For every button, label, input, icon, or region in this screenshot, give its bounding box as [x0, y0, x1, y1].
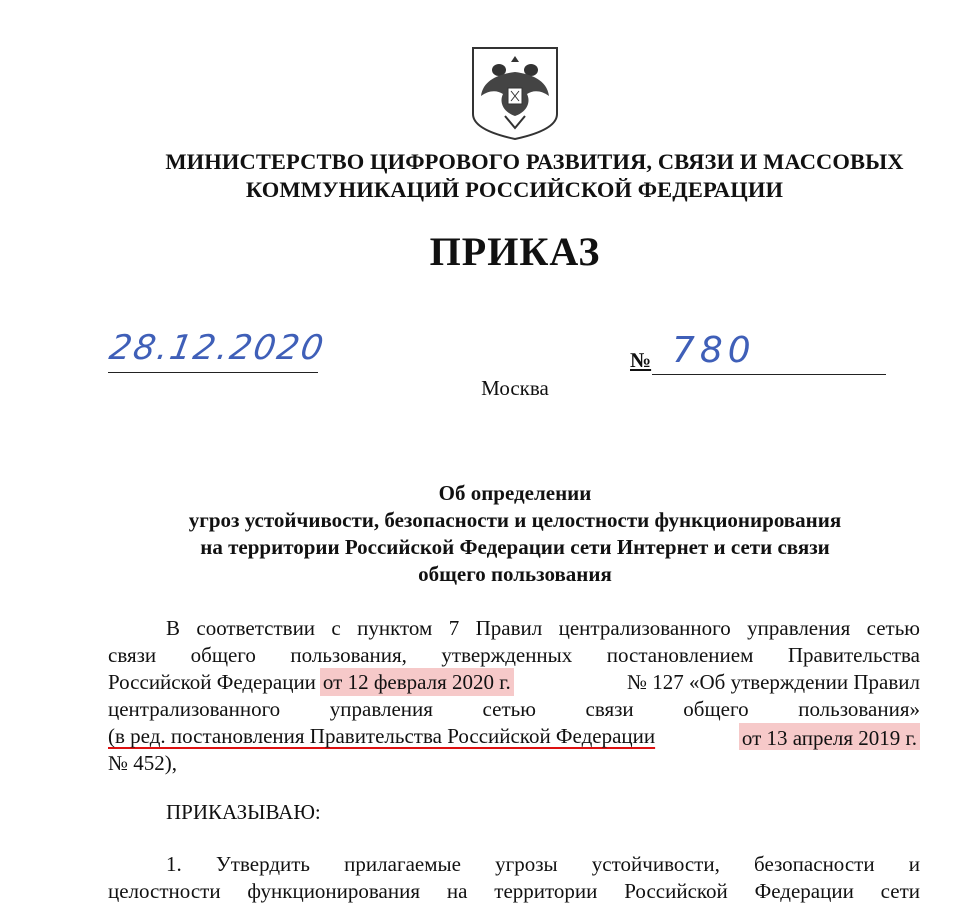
preamble-line-1: В соответствии с пунктом 7 Правил централизованного управления сетью	[166, 616, 920, 640]
preamble-line-5	[108, 723, 920, 750]
preamble-text: Российской Федерации	[108, 670, 316, 694]
date-underline	[108, 372, 318, 373]
ministry-line-1: МИНИСТЕРСТВО ЦИФРОВОГО РАЗВИТИЯ, СВЯЗИ И МАССОВЫХ	[165, 149, 904, 174]
order-word: ПРИКАЗЫВАЮ:	[166, 800, 321, 824]
subject-line-2: угроз устойчивости, безопасности и целостности функционирования	[188, 508, 842, 532]
number-sign: №	[630, 348, 652, 372]
preamble-text: № 127 «Об утверждении Правил	[626, 670, 920, 694]
preamble-line-4: централизованного управления сетью связи общего пользования»	[108, 697, 920, 721]
subject-line-4: общего пользования	[418, 562, 612, 586]
preamble-paragraph	[108, 615, 920, 777]
ministry-line-2: КОММУНИКАЦИЙ РОССИЙСКОЙ ФЕДЕРАЦИИ	[245, 177, 784, 202]
city: Москва	[481, 376, 549, 400]
coat-of-arms-icon	[469, 44, 561, 142]
handwritten-number: 780	[672, 330, 756, 371]
ministry-name	[60, 148, 969, 204]
item-1-line-1: 1. Утвердить прилагаемые угрозы устойчивости, безопасности и	[166, 852, 920, 876]
preamble-line-2: связи общего пользования, утвержденных постановлением Правительства	[108, 643, 920, 667]
document-type-title: ПРИКАЗ	[429, 229, 601, 274]
preamble-line-3	[108, 669, 920, 696]
number-underline	[652, 374, 886, 375]
red-underlined-text: (в ред. постановления Правительства Российской Федерации	[108, 724, 656, 748]
highlighted-date-2019: от 13 апреля 2019 г.	[739, 723, 920, 750]
subject-line-1: Об определении	[438, 481, 592, 505]
item-1-paragraph	[108, 851, 920, 905]
handwritten-date: 28.12.2020	[106, 328, 329, 368]
highlighted-date-2020: от 12 февраля 2020 г.	[320, 668, 514, 696]
preamble-line-6: № 452),	[108, 751, 178, 775]
item-1-line-2: целостности функционирования на территории Российской Федерации сети	[108, 879, 920, 903]
subject-line-3: на территории Российской Федерации сети Интернет и сети связи	[200, 535, 830, 559]
order-subject	[90, 480, 940, 588]
